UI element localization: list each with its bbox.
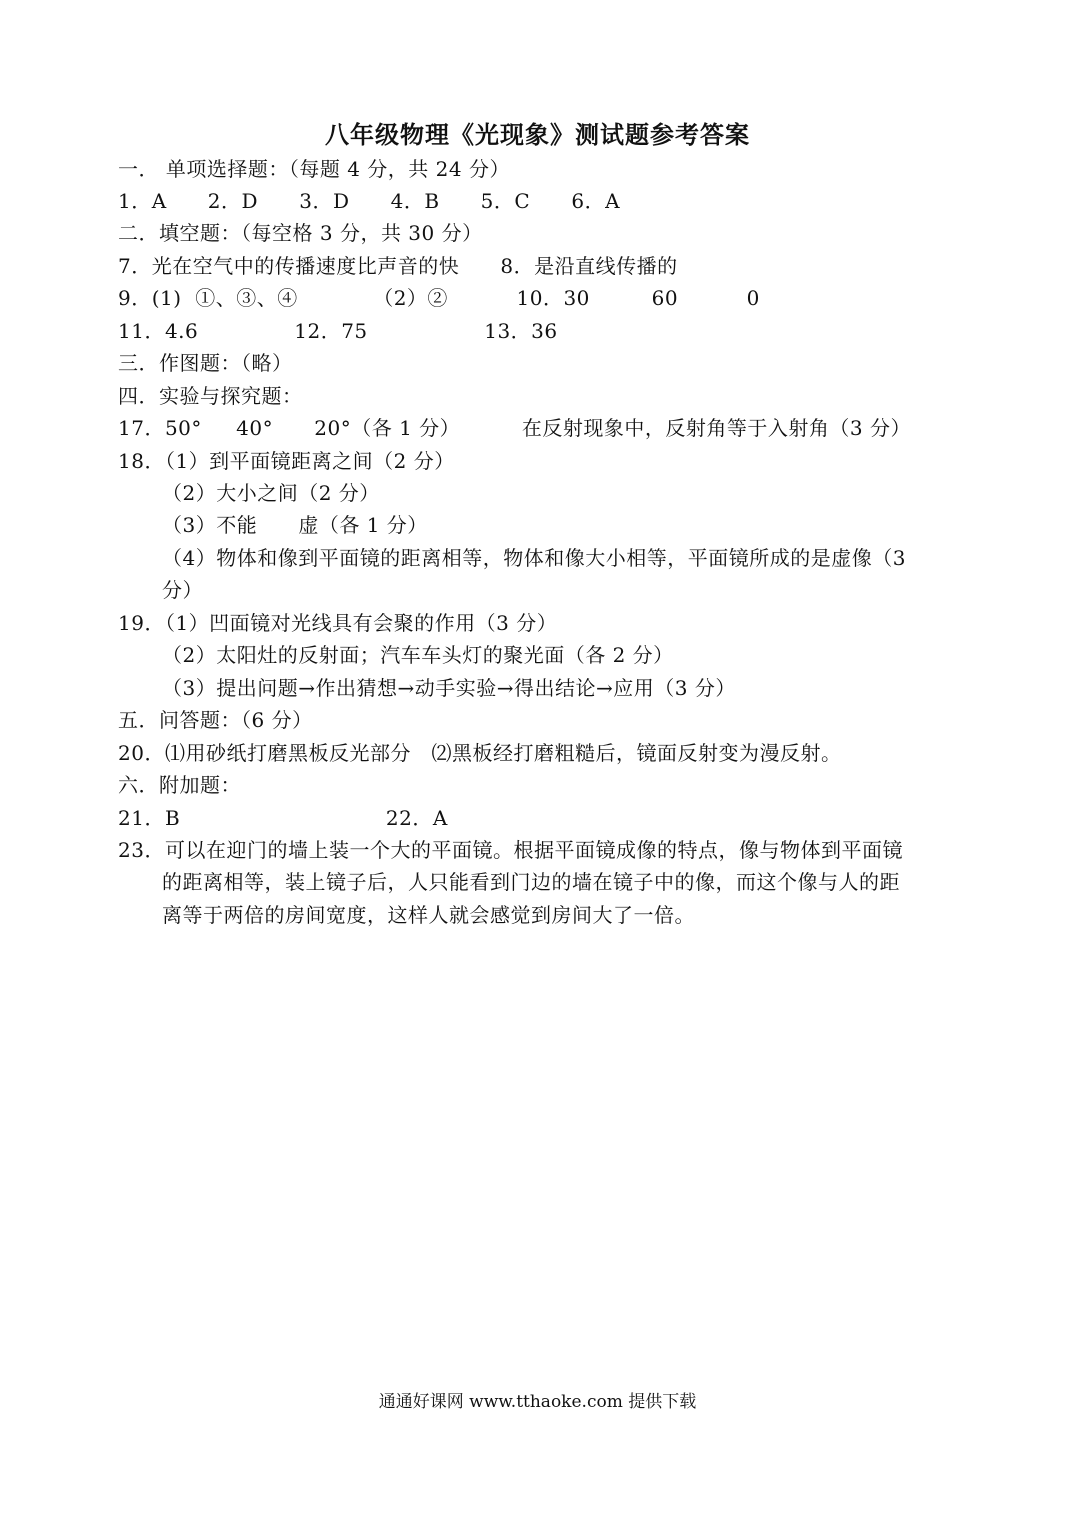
answer-line: 11．4.6 12．75 13．36 (118, 319, 558, 343)
answer-line: 18．（1）到平面镜距离之间（2 分） (118, 449, 455, 473)
answer-line: （2）大小之间（2 分） (162, 481, 380, 505)
answer-line: 17．50° 40° 20°（各 1 分） 在反射现象中，反射角等于入射角（3 分） (118, 416, 911, 440)
answer-line: （3）提出问题→作出猜想→动手实验→得出结论→应用（3 分） (162, 676, 736, 700)
answer-line: 20．⑴用砂纸打磨黑板反光部分 ⑵黑板经打磨粗糙后，镜面反射变为漫反射。 (118, 741, 842, 765)
page-footer: 通通好课网 www.tthaoke.com 提供下载 (378, 1392, 697, 1412)
section-heading: 五．问答题：（6 分） (118, 708, 313, 732)
answer-line: 7．光在空气中的传播速度比声音的快 8．是沿直线传播的 (118, 254, 678, 278)
answer-line: 离等于两倍的房间宽度，这样人就会感觉到房间大了一倍。 (162, 903, 695, 927)
answer-line: （2）太阳灶的反射面；汽车车头灯的聚光面（各 2 分） (162, 643, 674, 667)
answer-line: 21．B 22．A (118, 806, 448, 830)
answer-line: 23．可以在迎门的墙上装一个大的平面镜。根据平面镜成像的特点，像与物体到平面镜 (118, 838, 903, 862)
answer-line: （3）不能 虚（各 1 分） (162, 513, 428, 537)
answer-line: 分） (162, 578, 203, 602)
answer-line: （4）物体和像到平面镜的距离相等，物体和像大小相等，平面镜所成的是虚像（3 (162, 546, 906, 570)
section-heading: 三．作图题：（略） (118, 351, 293, 375)
section-heading: 六．附加题： (118, 773, 241, 797)
section-heading: 二．填空题：（每空格 3 分，共 30 分） (118, 221, 483, 245)
answer-line: 1．A 2．D 3．D 4．B 5．C 6．A (118, 189, 621, 213)
section-heading: 一． 单项选择题：（每题 4 分，共 24 分） (118, 157, 510, 181)
answer-line: 的距离相等，装上镜子后，人只能看到门边的墙在镜子中的像，而这个像与人的距 (162, 870, 900, 894)
answer-line: 9．(1) ①、③、④ （2）② 10．30 60 0 (118, 286, 760, 310)
answer-line: 19．（1）凹面镜对光线具有会聚的作用（3 分） (118, 611, 558, 635)
section-heading: 四．实验与探究题： (118, 384, 303, 408)
page-title: 八年级物理《光现象》测试题参考答案 (325, 120, 750, 149)
